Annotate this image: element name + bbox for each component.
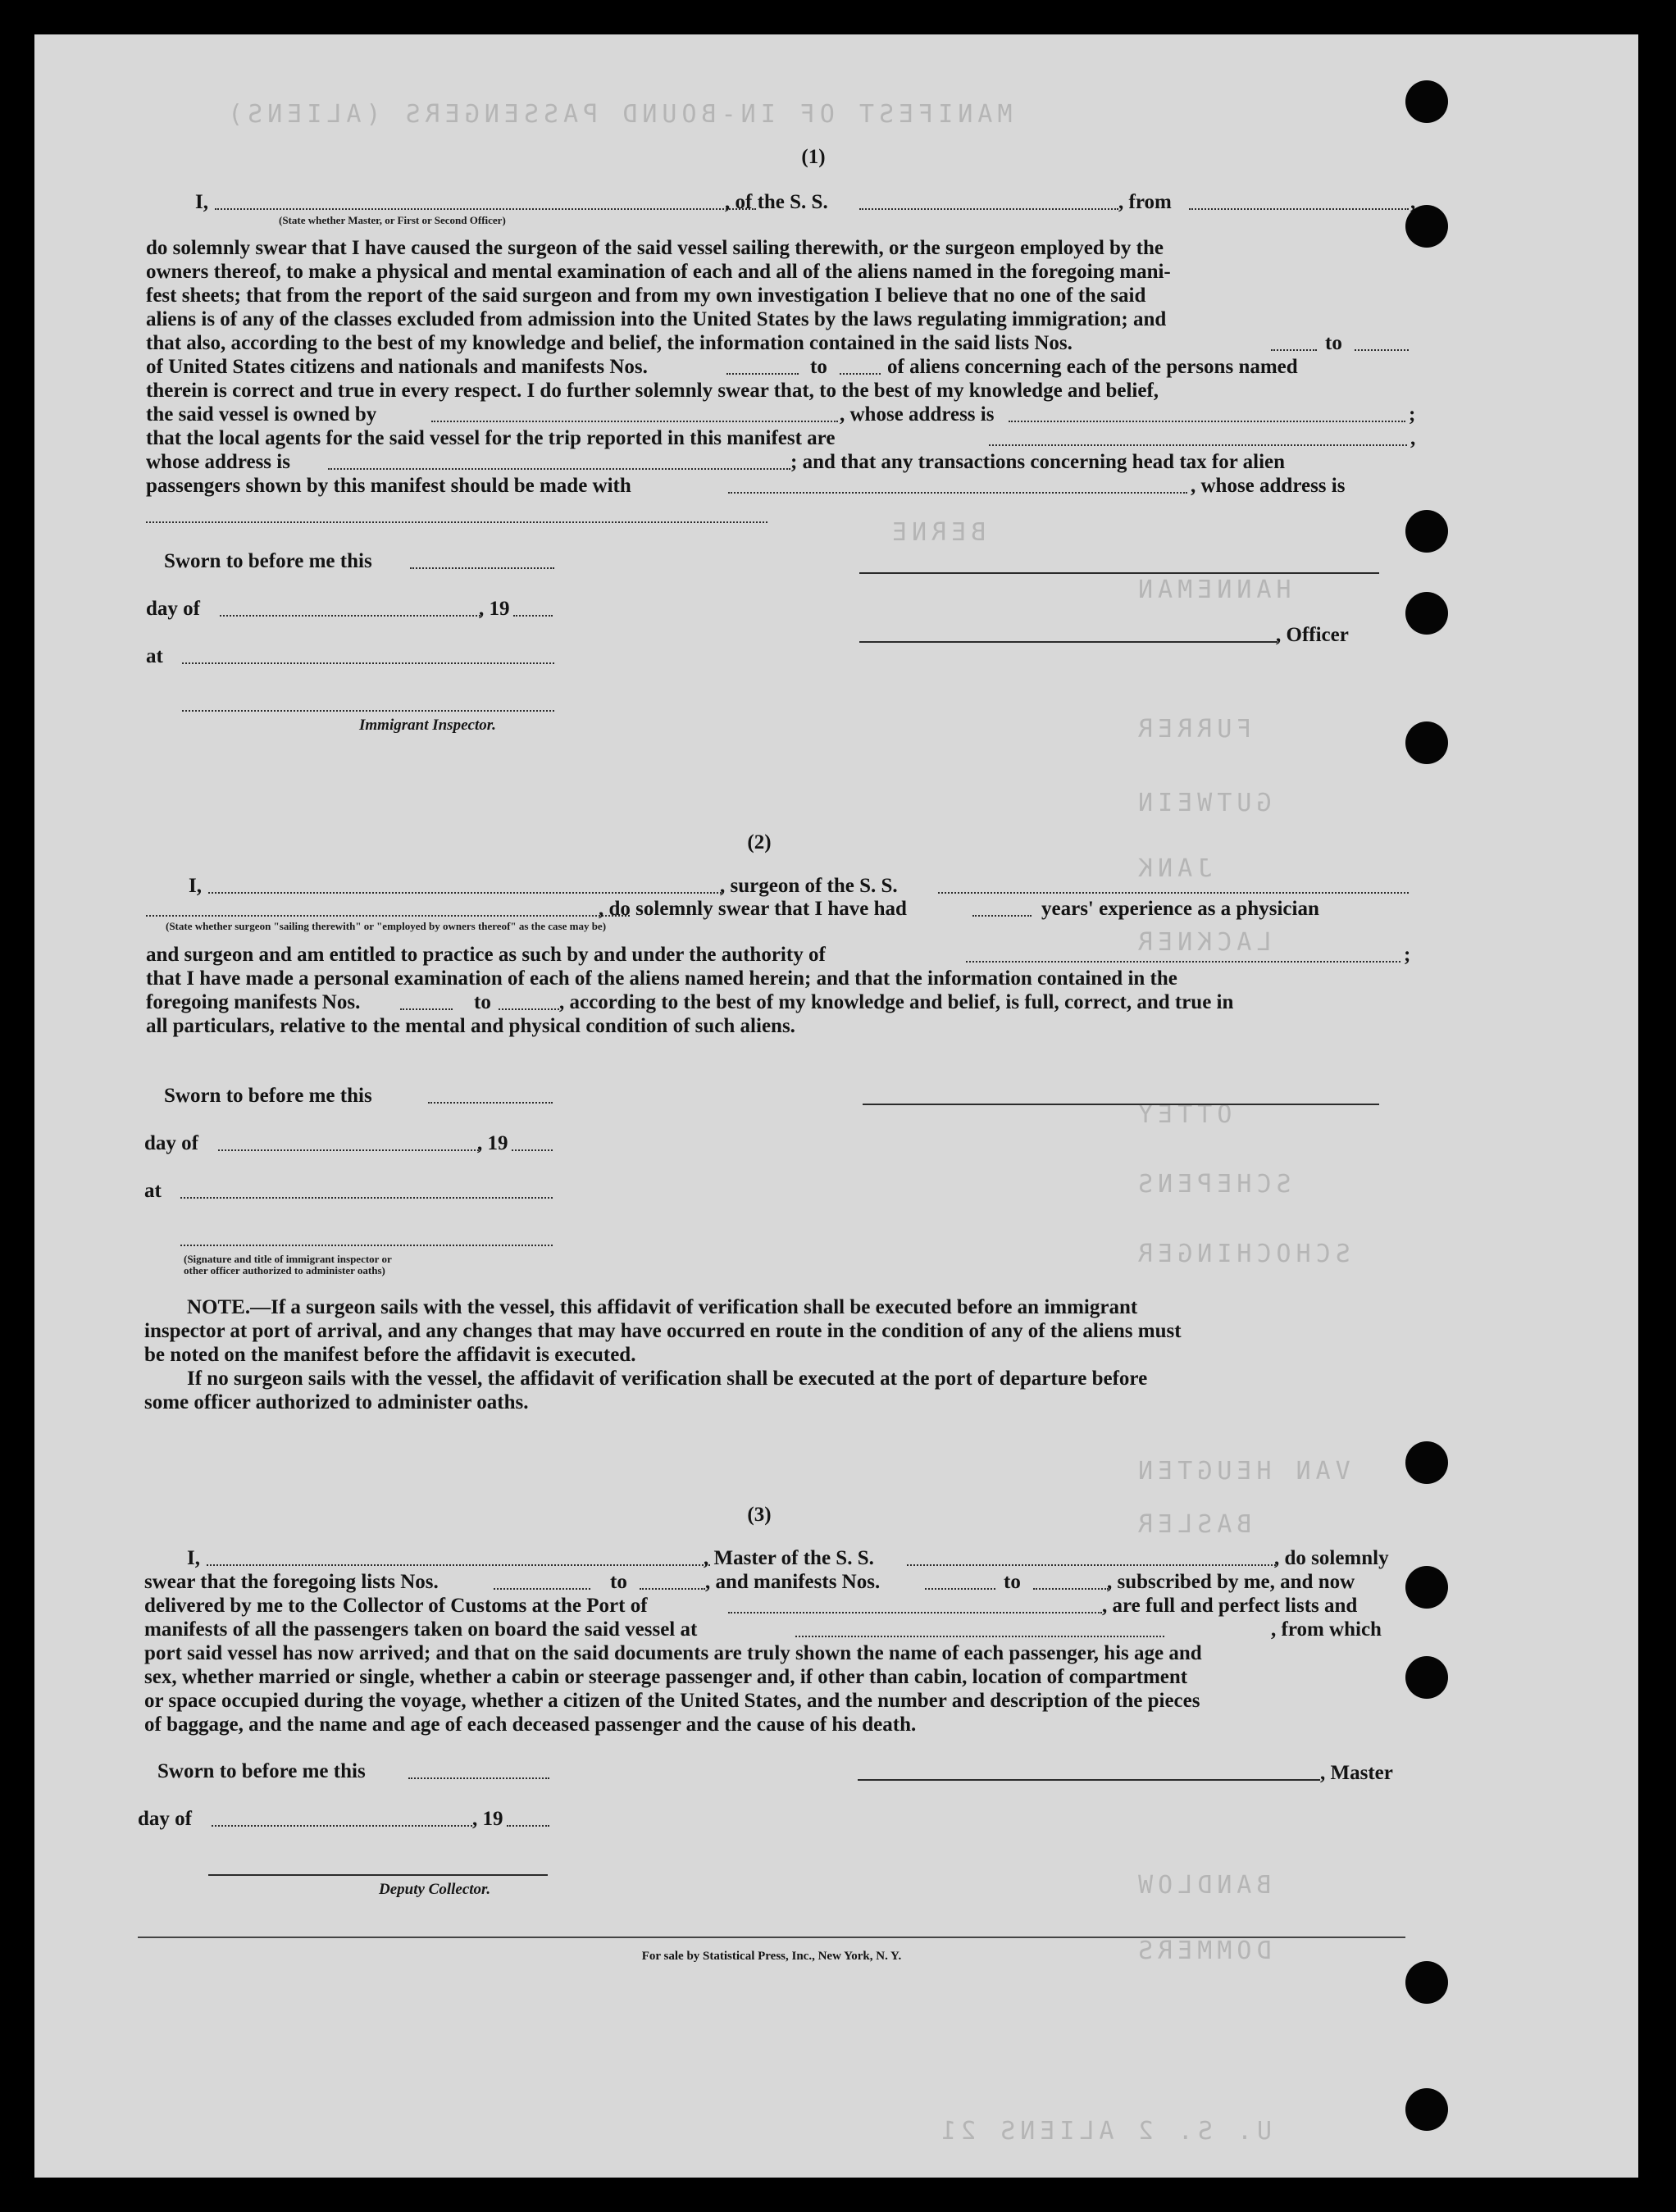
s3-from-which-text: , from which: [1271, 1618, 1382, 1641]
s1-line1-comma: ,: [1410, 191, 1416, 213]
s1-sworn-day-field[interactable]: [410, 567, 554, 569]
s1-owner-address-field[interactable]: [1009, 421, 1405, 422]
bleed-through-text: LACKNER: [1133, 928, 1272, 957]
s3-year-label: , 19: [472, 1808, 503, 1830]
s2-day-month-field[interactable]: [218, 1149, 479, 1151]
s2-line1-i: I,: [189, 875, 202, 897]
s1-officer-note: (State whether Master, or First or Second Officer): [279, 214, 506, 226]
s3-manifests-passengers-text: manifests of all the passengers taken on board the said vessel at: [144, 1618, 698, 1641]
s3-lists-text: swear that the foregoing lists Nos.: [144, 1571, 439, 1593]
punch-hole: [1405, 2088, 1448, 2131]
punch-hole: [1405, 1656, 1448, 1699]
s2-experience-text: years' experience as a physician: [1041, 898, 1319, 920]
s1-lists-from-field[interactable]: [1271, 349, 1317, 351]
s1-owner-field[interactable]: [431, 421, 838, 422]
footer-publisher: For sale by Statistical Press, Inc., New York, N. Y.: [641, 1950, 902, 1963]
s2-day-label: day of: [144, 1132, 198, 1154]
s3-full-perfect-text: , are full and perfect lists and: [1102, 1595, 1358, 1617]
s1-headtax-address-field[interactable]: [146, 521, 767, 523]
s2-signature-note: other officer authorized to administer oaths): [184, 1264, 385, 1277]
s1-at-field[interactable]: [182, 662, 554, 664]
s3-line1-i: I,: [187, 1547, 200, 1569]
s1-inspector-label: Immigrant Inspector.: [359, 717, 496, 734]
s3-delivered-text: delivered by me to the Collector of Customs at the Port of: [144, 1595, 648, 1617]
bleed-through-text: OTTEY: [1133, 1100, 1232, 1129]
s1-officer-signature-line[interactable]: [859, 572, 1379, 574]
s3-oath-line: of baggage, and the name and age of each deceased passenger and the cause of his death.: [144, 1714, 917, 1736]
s1-agents-text: that the local agents for the said vessel for the trip reported in this manifest are: [146, 427, 836, 449]
s1-agents-address-text: whose address is: [146, 451, 290, 473]
s3-day-label: day of: [138, 1808, 192, 1830]
s3-port-field[interactable]: [728, 1612, 1102, 1613]
s1-owned-text: the said vessel is owned by: [146, 403, 377, 426]
s1-lists-text: that also, according to the best of my knowledge and belief, the information contained in the said lists Nos.: [146, 332, 1073, 354]
bleed-through-text: GUTWEIN: [1133, 789, 1272, 817]
s1-line1-ship: , of the S. S.: [725, 191, 828, 213]
punch-hole: [1405, 510, 1448, 553]
s3-collector-signature-line[interactable]: [208, 1874, 548, 1876]
s2-swear-text: , do solemnly swear that I have had: [599, 898, 907, 920]
punch-hole: [1405, 80, 1448, 123]
bleed-through-text: SCHEPENS: [1133, 1170, 1291, 1199]
s3-ship-name-field[interactable]: [907, 1564, 1276, 1566]
s2-surgeon-signature-line[interactable]: [863, 1104, 1379, 1105]
s3-master-ship-text: , Master of the S. S.: [704, 1547, 874, 1569]
s2-sworn-day-field[interactable]: [428, 1102, 553, 1104]
s3-manifests-text: , and manifests Nos.: [705, 1571, 881, 1593]
bleed-through-text: U. S. 2 ALIENS 21: [936, 2117, 1273, 2146]
s3-master-name-field[interactable]: [207, 1564, 710, 1566]
s2-surgeon-status-field[interactable]: [146, 915, 630, 917]
s3-lists-to: to: [610, 1571, 627, 1593]
s1-officer-label: , Officer: [1276, 624, 1349, 646]
s1-aliens-text: of aliens concerning each of the persons named: [887, 356, 1298, 378]
s2-surgeon-name-field[interactable]: [208, 892, 722, 894]
s3-year-field[interactable]: [507, 1825, 549, 1827]
s3-sworn-label: Sworn to before me this: [157, 1760, 366, 1782]
s2-surgeon-note: (State whether surgeon "sailing therewith" or "employed by owners thereof" as the case may be): [166, 920, 607, 932]
verification-note: inspector at port of arrival, and any changes that may have occurred en route in the condition of any of the aliens must: [144, 1320, 1182, 1342]
s3-lists-to-field[interactable]: [640, 1588, 705, 1590]
s1-headtax-text: ; and that any transactions concerning head tax for alien: [790, 451, 1286, 473]
s2-manifests-text: foregoing manifests Nos.: [146, 991, 361, 1013]
s1-semicolon: ;: [1409, 403, 1416, 426]
s3-collector-label: Deputy Collector.: [379, 1881, 491, 1898]
s3-sworn-day-field[interactable]: [408, 1777, 549, 1779]
verification-note: some officer authorized to administer oaths.: [144, 1391, 529, 1413]
s2-authority-field[interactable]: [966, 961, 1400, 963]
s2-years-field[interactable]: [972, 915, 1032, 917]
s1-owner-address-text: , whose address is: [840, 403, 995, 426]
s1-agents-address-field[interactable]: [328, 468, 790, 470]
s2-knowledge-text: , according to the best of my knowledge and belief, is full, correct, and true in: [559, 991, 1234, 1013]
s2-manifests-from-field[interactable]: [400, 1008, 453, 1010]
s2-at-field[interactable]: [180, 1197, 553, 1199]
s1-manifests-to: to: [810, 356, 827, 378]
s2-oath-line: that I have made a personal examination of each of the aliens named herein; and that the information contained in the: [146, 967, 1177, 990]
s2-at-label: at: [144, 1180, 162, 1202]
s1-lists-to-field[interactable]: [1355, 349, 1409, 351]
section-1-heading: (1): [801, 146, 826, 168]
bleed-through-text: VAN HEUGTEN: [1133, 1457, 1350, 1486]
s2-year-label: , 19: [477, 1132, 508, 1154]
s2-manifests-to: to: [474, 991, 491, 1013]
s3-manifests-to: to: [1004, 1571, 1021, 1593]
bleed-through-text: SCHOCHINGER: [1133, 1240, 1350, 1268]
s2-signature-note: (Signature and title of immigrant inspector or: [184, 1253, 392, 1265]
s2-surgeon-ship-text: , surgeon of the S. S.: [720, 875, 898, 897]
s3-embarkation-port-field[interactable]: [795, 1636, 1164, 1637]
bleed-through-text: BERNE: [887, 518, 986, 547]
s2-manifests-to-field[interactable]: [499, 1008, 559, 1010]
s3-oath-line: port said vessel has now arrived; and that on the said documents are truly shown the name of each passenger, his age and: [144, 1642, 1202, 1664]
s3-master-signature-line[interactable]: [858, 1779, 1320, 1781]
s1-manifests-from-field[interactable]: [726, 373, 799, 375]
s3-manifests-to-field[interactable]: [1033, 1588, 1109, 1590]
s1-sworn-label: Sworn to before me this: [164, 550, 372, 572]
s1-lists-to: to: [1325, 332, 1342, 354]
s1-manifests-to-field[interactable]: [840, 373, 881, 375]
s1-day-label: day of: [146, 598, 200, 620]
bleed-through-text: FURRER: [1133, 715, 1252, 744]
s2-authority-text: and surgeon and am entitled to practice as such by and under the authority of: [146, 944, 826, 966]
s2-sworn-label: Sworn to before me this: [164, 1085, 372, 1107]
s3-oath-line: or space occupied during the voyage, whether a citizen of the United States, and the number and description of the pieces: [144, 1690, 1200, 1712]
s3-subscribed-text: , subscribed by me, and now: [1107, 1571, 1355, 1593]
s1-comma: ,: [1410, 427, 1416, 449]
footer-divider: [138, 1937, 1405, 1938]
s1-oath-line: owners thereof, to make a physical and mental examination of each and all of the aliens named in the foregoing mani-: [146, 261, 1171, 283]
s1-ship-name-field[interactable]: [859, 208, 1118, 210]
section-3-heading: (3): [747, 1504, 772, 1526]
bleed-through-text: BANDLOW: [1133, 1871, 1272, 1900]
verification-note: If no surgeon sails with the vessel, the affidavit of verification shall be executed at the port of departure before: [187, 1368, 1148, 1390]
bleed-through-text: JANK: [1133, 854, 1213, 883]
s1-oath-line: therein is correct and true in every respect. I do further solemnly swear that, to the best of my knowledge and belief,: [146, 380, 1159, 402]
section-2-heading: (2): [747, 831, 772, 853]
s2-year-field[interactable]: [512, 1149, 553, 1151]
s1-officer-name-field[interactable]: [215, 208, 756, 210]
s2-official-signature-field[interactable]: [180, 1245, 553, 1246]
s1-manifests-text: of United States citizens and nationals and manifests Nos.: [146, 356, 648, 378]
s1-line1-from: , from: [1118, 191, 1172, 213]
s1-line1-i: I,: [195, 191, 208, 213]
bleed-through-text: DOMMERS: [1133, 1937, 1272, 1965]
verification-note: be noted on the manifest before the affidavit is executed.: [144, 1344, 636, 1366]
punch-hole: [1405, 592, 1448, 635]
s1-oath-line: aliens is of any of the classes excluded from admission into the United States by the laws regulating immigration; and: [146, 308, 1167, 330]
s1-whose-address-text: , whose address is: [1191, 475, 1346, 497]
s1-year-field[interactable]: [513, 615, 553, 617]
s3-solemnly-text: , do solemnly: [1274, 1547, 1389, 1569]
bleed-through-header: MANIFEST OF IN-BOUND PASSENGERS (ALIENS): [223, 100, 1013, 129]
s3-oath-line: sex, whether married or single, whether a cabin or steerage passenger and, if other than cabin, location of compartment: [144, 1666, 1188, 1688]
punch-hole: [1405, 1441, 1448, 1484]
s1-from-port-field[interactable]: [1189, 208, 1409, 210]
bleed-through-text: BASLER: [1133, 1510, 1252, 1539]
s3-lists-from-field[interactable]: [494, 1588, 590, 1590]
s1-day-month-field[interactable]: [220, 615, 480, 617]
s1-at-label: at: [146, 645, 163, 667]
bleed-through-text: HANNEMAN: [1133, 576, 1291, 604]
s1-officer-title-line[interactable]: [859, 641, 1277, 643]
s1-oath-line: fest sheets; that from the report of the said surgeon and from my own investigation I believe that no one of the said: [146, 284, 1146, 307]
s3-day-month-field[interactable]: [212, 1825, 472, 1827]
s2-ship-name-field[interactable]: [938, 892, 1409, 894]
s2-oath-line: all particulars, relative to the mental and physical condition of such aliens.: [146, 1015, 795, 1037]
punch-hole: [1405, 721, 1448, 764]
s2-semicolon: ;: [1404, 944, 1411, 966]
s1-passengers-text: passengers shown by this manifest should be made with: [146, 475, 631, 497]
manifest-back-page: [34, 34, 1638, 2178]
s3-manifests-from-field[interactable]: [925, 1588, 995, 1590]
s1-agents-field[interactable]: [989, 444, 1407, 446]
s1-headtax-party-field[interactable]: [728, 492, 1187, 494]
s1-year-label: , 19: [479, 598, 510, 620]
s3-master-label: , Master: [1320, 1762, 1393, 1784]
s1-inspector-signature-field[interactable]: [182, 710, 554, 712]
s1-oath-line: do solemnly swear that I have caused the surgeon of the said vessel sailing therewith, or the surgeon employed by the: [146, 237, 1164, 259]
punch-hole: [1405, 1566, 1448, 1609]
verification-note: NOTE.—If a surgeon sails with the vessel, this affidavit of verification shall be executed before an immigrant: [187, 1296, 1138, 1318]
punch-hole: [1405, 1961, 1448, 2004]
